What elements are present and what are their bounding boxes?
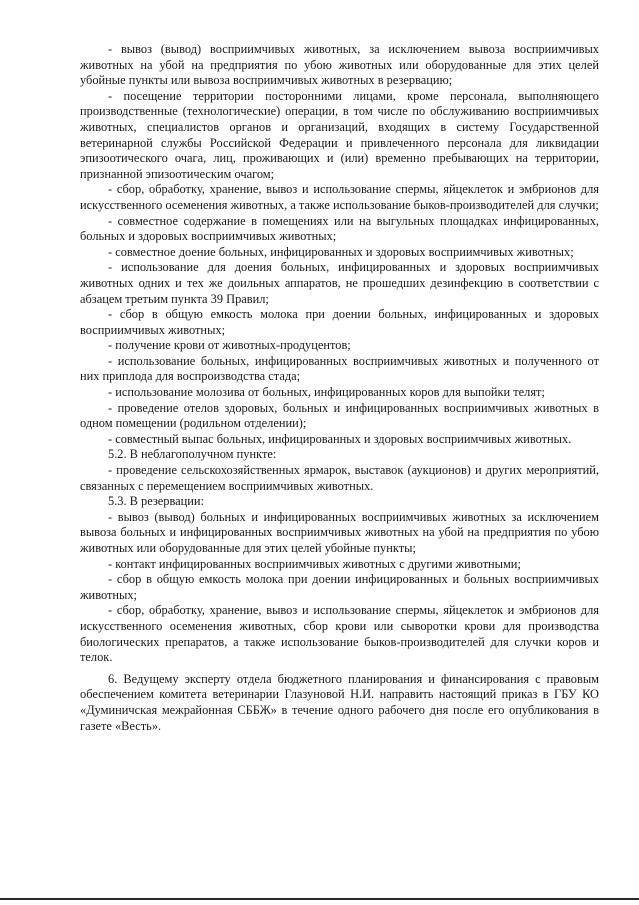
list-item: - проведение отелов здоровых, больных и инфицированных восприимчивых животных в одном помещении (родильном отделении); [80, 400, 599, 431]
list-item: - сбор, обработку, хранение, вывоз и использование спермы, яйцеклеток и эмбрионов для искусственного осеменения животных, а также использование быков-производителей для случки; [80, 182, 599, 212]
list-item: - посещение территории посторонними лицами, кроме персонала, выполняющего производственные (технологические) операции, в том числе по обслуживанию восприимчивых животных, специалистов органов и организаций, входящих в систему Государственной ветеринарной службы Российской Федерации и привлеченного персонала для ликвидации эпизоотического очага, лиц, проживающих и (или) временно пребывающих на территории, признанной эпизоотическим очагом; [80, 88, 599, 181]
list-item: - использование для доения больных, инфицированных и здоровых восприимчивых животных одних и тех же доильных аппаратов, не прошедших дезинфекцию в соответствии с абзацем третьим пункта 39 Правил; [80, 260, 599, 306]
final-paragraph: 6. Ведущему эксперту отдела бюджетного планирования и финансирования с правовым обеспечением комитета ветеринарии Глазуновой Н.И. направить настоящий приказ в ГБУ КО «Думиничская межрайонная СББЖ» в течение одного рабочего дня после его опубликования в газете «Весть». [80, 671, 599, 733]
bottom-divider [0, 898, 639, 900]
list-item: - проведение сельскохозяйственных ярмарок, выставок (аукционов) и других мероприятий, связанных с перемещением восприимчивых животных. [80, 463, 599, 493]
list-item: - совместное содержание в помещениях или на выгульных площадках инфицированных, больных и здоровых восприимчивых животных; [80, 213, 599, 244]
list-item: - сбор, обработку, хранение, вывоз и использование спермы, яйцеклеток и эмбрионов для искусственного осеменения животных, сбор крови или сыворотки крови для производства биологических препаратов, а также использование быков-производителей для случки коров и телок. [80, 603, 599, 665]
list-item: - сбор в общую емкость молока при доении инфицированных и больных восприимчивых животных; [80, 572, 599, 602]
list-item: - сбор в общую емкость молока при доении больных, инфицированных и здоровых восприимчивых животных; [80, 307, 599, 337]
list-item: - получение крови от животных-продуцентов; [108, 338, 351, 353]
list-item: - вывоз (вывод) восприимчивых животных, за исключением вывоза восприимчивых животных на убой на предприятия по убою животных или оборудованные для этих целей убойные пункты или вывоза восприимчивых животных в резервацию; [80, 42, 599, 88]
section-heading: 5.2. В неблагополучном пункте: [108, 447, 277, 462]
list-item: - использование молозива от больных, инфицированных коров для выпойки телят; [108, 385, 545, 400]
list-item: - вывоз (вывод) больных и инфицированных восприимчивых животных за исключением вывоза больных и инфицированных восприимчивых животных на убой на предприятия по убою животных или оборудованные для этих целей убойные пункты; [80, 509, 599, 555]
list-item: - совместный выпас больных, инфицированных и здоровых восприимчивых животных. [108, 431, 572, 446]
section-heading: 5.3. В резервации: [108, 494, 205, 509]
list-item: - контакт инфицированных восприимчивых животных с другими животными; [108, 556, 521, 571]
document-body [80, 42, 599, 734]
list-item: - совместное доение больных, инфицированных и здоровых восприимчивых животных; [108, 244, 574, 259]
list-item: - использование больных, инфицированных восприимчивых животных и полученного от них приплода для воспроизводства стада; [80, 353, 599, 384]
